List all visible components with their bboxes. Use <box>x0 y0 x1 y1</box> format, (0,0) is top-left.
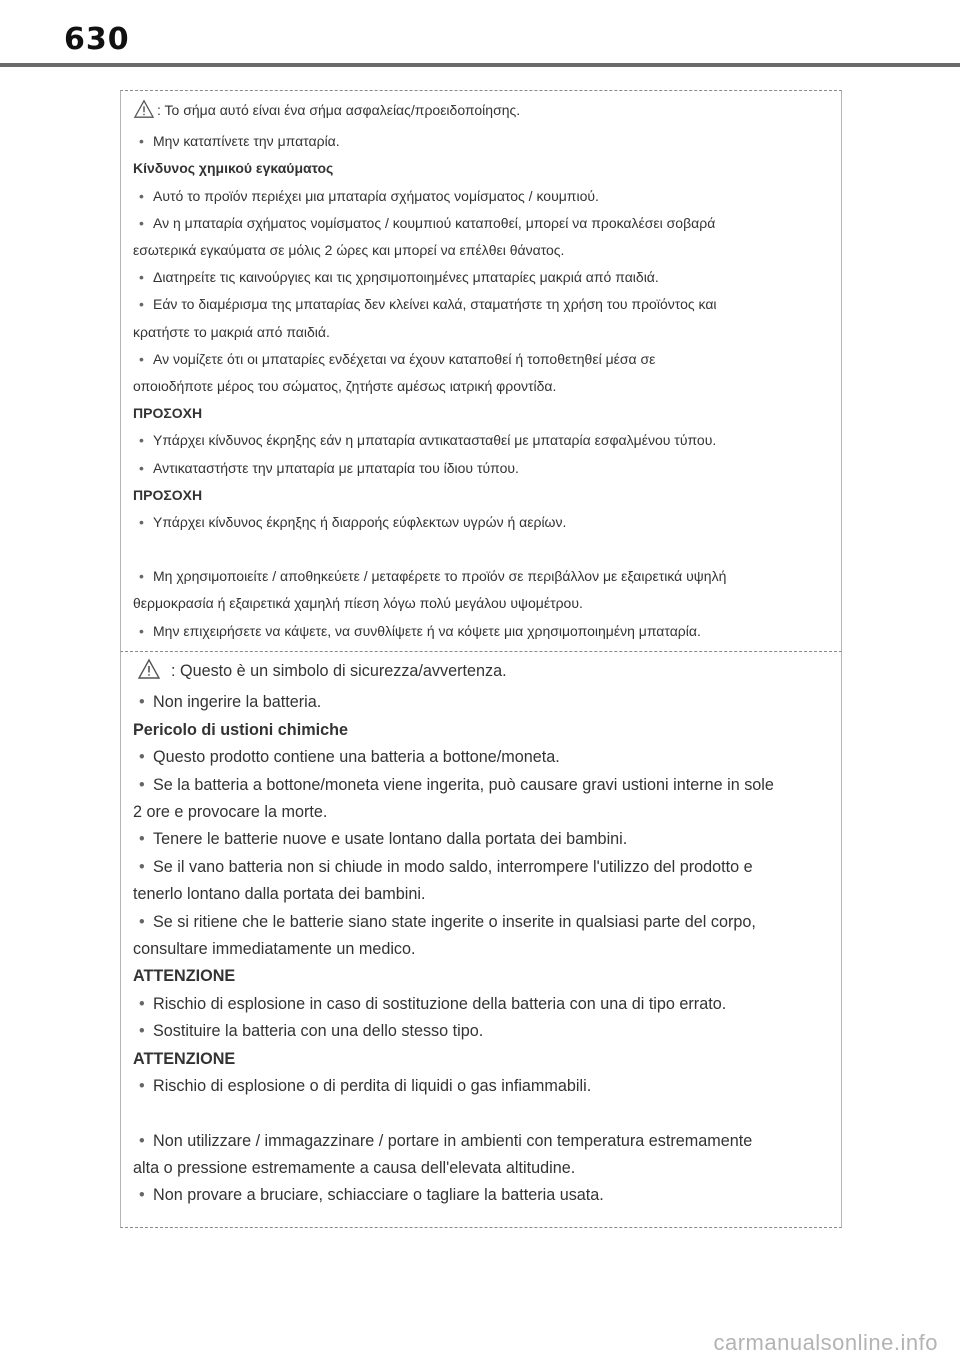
list-item: • Sostituire la batteria con una dello stesso tipo. <box>139 1022 484 1041</box>
italian-warning-text: : Questo è un simbolo di sicurezza/avvertenza. <box>171 662 507 680</box>
list-item: • Αυτό το προϊόν περιέχει μια μπαταρία σχήματος νομίσματος / κουμπιού. <box>139 187 599 204</box>
list-item: • Rischio di esplosione o di perdita di liquidi o gas infiammabili. <box>139 1077 592 1096</box>
italian-warning-box <box>120 651 842 1228</box>
greek-heading-caution: ΠΡΟΣΟΧΗ <box>133 405 203 422</box>
greek-warning-line <box>133 97 831 128</box>
list-item: • Αντικαταστήστε την μπαταρία με μπαταρία του ίδιου τύπου. <box>139 459 519 476</box>
list-item: • Se la batteria a bottone/moneta viene ingerita, può causare gravi ustioni interne in sole <box>139 775 774 794</box>
list-item: • Διατηρείτε τις καινούργιες και τις χρησιμοποιημένες μπαταρίες μακριά από παιδιά. <box>139 269 659 286</box>
greek-warning-text: : Το σήμα αυτό είναι ένα σήμα ασφαλείας/προειδοποίησης. <box>157 102 521 118</box>
list-item-continuation: οποιοδήποτε μέρος του σώματος, ζητήστε αμέσως ιατρική φροντίδα. <box>133 378 557 395</box>
list-item: • Υπάρχει κίνδυνος έκρηξης εάν η μπαταρία αντικατασταθεί με μπαταρία εσφαλμένου τύπου. <box>139 432 717 449</box>
watermark: carmanualsonline.info <box>713 1330 938 1355</box>
list-item: • Non utilizzare / immagazzinare / portare in ambienti con temperatura estremamente <box>139 1131 753 1150</box>
list-item-continuation: tenerlo lontano dalla portata dei bambini. <box>133 885 426 904</box>
greek-heading-caution: ΠΡΟΣΟΧΗ <box>133 486 203 503</box>
warning-triangle-icon <box>133 658 169 689</box>
list-item: • Questo prodotto contiene una batteria a bottone/moneta. <box>139 748 560 767</box>
list-item-continuation: εσωτερικά εγκαύματα σε μόλις 2 ώρες και μπορεί να επέλθει θάνατος. <box>133 242 565 259</box>
header-rule <box>0 63 960 67</box>
italian-heading-caution: ATTENZIONE <box>133 1049 236 1068</box>
warning-triangle-icon <box>133 99 155 128</box>
italian-heading-chemical: Pericolo di ustioni chimiche <box>133 720 348 739</box>
list-item: • Αν νομίζετε ότι οι μπαταρίες ενδέχεται να έχουν καταποθεί ή τοποθετηθεί μέσα σε <box>139 350 656 367</box>
list-item-continuation: θερμοκρασία ή εξαιρετικά χαμηλή πίεση λόγω πολύ μεγάλου υψομέτρου. <box>133 595 583 612</box>
list-item: • Μην επιχειρήσετε να κάψετε, να συνθλίψετε ή να κόψετε μια χρησιμοποιημένη μπαταρία. <box>139 622 701 639</box>
list-item: • Υπάρχει κίνδυνος έκρηξης ή διαρροής εύφλεκτων υγρών ή αερίων. <box>139 514 567 531</box>
list-item: • Se si ritiene che le batterie siano state ingerite o inserite in qualsiasi parte del corpo, <box>139 912 756 931</box>
list-item: • Μην καταπίνετε την μπαταρία. <box>139 133 340 150</box>
list-item: • Tenere le batterie nuove e usate lontano dalla portata dei bambini. <box>139 830 628 849</box>
list-item: • Se il vano batteria non si chiude in modo saldo, interrompere l'utilizzo del prodotto e <box>139 857 753 876</box>
list-item-continuation: alta o pressione estremamente a causa dell'elevata altitudine. <box>133 1158 576 1177</box>
list-item-continuation: 2 ore e provocare la morte. <box>133 803 328 822</box>
list-item: • Μη χρησιμοποιείτε / αποθηκεύετε / μεταφέρετε το προϊόν σε περιβάλλον με εξαιρετικά υψηλή <box>139 568 727 585</box>
italian-warning-line <box>133 658 831 689</box>
italian-heading-caution: ATTENZIONE <box>133 967 236 986</box>
list-item: • Εάν το διαμέρισμα της μπαταρίας δεν κλείνει καλά, σταματήστε τη χρήση του προϊόντος και <box>139 296 717 313</box>
greek-warning-box <box>120 90 842 651</box>
list-item: • Non ingerire la batteria. <box>139 693 322 712</box>
greek-heading-chemical: Κίνδυνος χημικού εγκαύματος <box>133 160 334 177</box>
list-item: • Rischio di esplosione in caso di sostituzione della batteria con una di tipo errato. <box>139 994 727 1013</box>
list-item-continuation: consultare immediatamente un medico. <box>133 940 416 959</box>
page-number: 630 <box>64 22 130 57</box>
list-item: • Non provare a bruciare, schiacciare o tagliare la batteria usata. <box>139 1186 604 1205</box>
list-item: • Αν η μπαταρία σχήματος νομίσματος / κουμπιού καταποθεί, μπορεί να προκαλέσει σοβαρά <box>139 214 716 231</box>
list-item-continuation: κρατήστε το μακριά από παιδιά. <box>133 323 330 340</box>
